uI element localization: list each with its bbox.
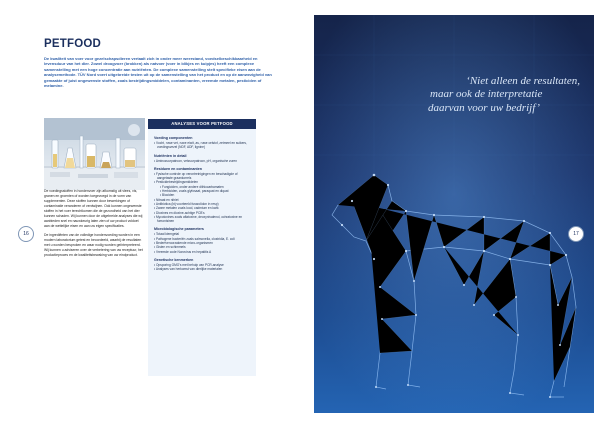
analyses-item-text: Nitraat en nitriet bbox=[156, 197, 179, 202]
analyses-item-text: Totaal kiemgetal bbox=[155, 232, 179, 237]
bullet-icon: • bbox=[154, 158, 156, 163]
bullet-icon: • bbox=[154, 206, 157, 211]
analyses-item bbox=[154, 141, 251, 150]
analyses-section-title: Voeding componenten bbox=[154, 136, 193, 140]
laboratory-photo bbox=[44, 118, 145, 190]
analyses-section-title: Genetische kenmerken bbox=[154, 257, 194, 262]
analyses-item-text: Biociden bbox=[162, 193, 175, 198]
quote-line-1: ‘Niet alleen de resultaten, bbox=[466, 75, 580, 87]
analyses-item-text: Fungiciden, onder andere dithiocarbamaten bbox=[162, 184, 224, 189]
bullet-icon: • bbox=[154, 236, 157, 241]
bullet-icon: • bbox=[154, 201, 156, 206]
body-paragraph: De voedingsstoffen in hondenvoer zijn afkomstig uit vlees, vis, granen en groenten of worden toegevoegd in de vorm van supplementen. Deze stoffen kunnen door bewerkingen of contaminatie veranderen of verdwijnen. Ook kunnen ongewenste stoffen in het voer terechtkomen die de gezondheid van het dier kunnen schaden. Wij kunnen door de uitgebreide analyses die wij aanbieden snel en nauwkeurig laten zien of uw product voldoet aan de wettelijke eisen en aan uw eigen specificaties. bbox=[44, 189, 143, 228]
page-number-left: 16 bbox=[18, 226, 34, 242]
analyses-item-text: Mycotoxines zoals aflatoxine, deoxynivalenol, ochratoxine en fumonisinen bbox=[156, 214, 243, 224]
bullet-icon: • bbox=[154, 197, 157, 202]
bullet-icon: • bbox=[154, 262, 157, 267]
pull-quote bbox=[358, 75, 580, 115]
analyses-item-text: Analyses van herkomst van dierlijke materialen bbox=[155, 267, 223, 272]
analyses-item-text: Herbiciden, zoals glyfosaat, paraquat en diquat bbox=[162, 189, 229, 194]
analyses-section-title: Residuen en contaminanten bbox=[154, 166, 202, 171]
analyses-item-text: Vocht, ruwe vet, ruwe eiwit, as, ruwe celstof, zetmeel en suikers, voedingsvezel (NDF, ADF, lignine) bbox=[156, 141, 247, 150]
body-paragraph: De ingrediënten van de volledige hondenvoeding worden in een modern laboratorium getest en beoordeeld, waarbij de resultaten met u worden besproken en waar nodig worden geïnterpreteerd. Wij kunnen u adviseren over de verbetering van uw receptuur, het productieproces en de kwaliteitsbewaking van uw eindproduct. bbox=[44, 233, 143, 257]
bullet-icon: • bbox=[154, 171, 157, 176]
bullet-icon: • bbox=[160, 189, 163, 194]
body-text bbox=[44, 189, 145, 262]
bullet-icon: • bbox=[154, 245, 157, 250]
bullet-icon: • bbox=[154, 249, 157, 254]
analyses-section-title: Microbiologische parameters bbox=[154, 227, 204, 232]
analyses-item-text: Pesticidebestrijdingsmiddelen bbox=[156, 180, 199, 185]
analyses-section-title: Nutriënten in detail bbox=[154, 153, 187, 158]
bullet-icon: • bbox=[154, 267, 156, 272]
bullet-icon: • bbox=[154, 180, 157, 185]
analyses-item-text: Bederfveroorzakende micro-organismen bbox=[156, 241, 213, 246]
laboratory-photo-graphic bbox=[44, 118, 145, 190]
analyses-item-text: Opsporing GMO's met behulp van PCR-analyse bbox=[156, 262, 224, 267]
blue-panel bbox=[314, 15, 594, 413]
bullet-icon: • bbox=[160, 193, 163, 198]
page-number-right: 17 bbox=[568, 226, 584, 242]
analyses-item bbox=[154, 215, 251, 224]
right-page bbox=[300, 0, 600, 424]
page-title: PETFOOD bbox=[44, 38, 101, 50]
analyses-item-text: Fysische controle op verontreinigingen en beschadigde of aangetaste graankorrels bbox=[156, 171, 238, 181]
quote-line-2: maar ook de interpretatie bbox=[430, 88, 543, 101]
bullet-icon: • bbox=[154, 141, 157, 145]
intro-paragraph: De kwaliteit van voer voor gezelschapsdieren vertaalt zich in onder meer weerstand, voedselbeschikbaarheid en levensduur van het dier. Zowel droogvoer (brokken) als natvoer (voer in blikjes en kuipjes) heeft een complexe samenstelling met een hoge concentratie aan nutriënten. De complexe samenstelling stelt specifieke eisen aan de analysemethode. TÜV Nord voert uitgebreide testen uit op de samenstelling van het product en op de aanwezigheid van gemaakte of juist ongewenste stoffen, zoals bestrijdingsmiddelen, contaminanten, vreemde metalen, pesticiden of melamine. bbox=[44, 56, 272, 89]
analyses-item-text: Aminozuurpatroon, vetzuurpatroon, pH, organische zuren bbox=[155, 158, 237, 163]
bullet-icon: • bbox=[154, 241, 157, 246]
bullet-icon: • bbox=[154, 214, 157, 219]
analyses-item-text: Antibiotica (bij voorbeeld furazolidon in resp) bbox=[155, 201, 219, 206]
analyses-item bbox=[154, 159, 251, 163]
analyses-item bbox=[154, 250, 251, 254]
analyses-item-text: Vreemde code Norovirus en hepatitis A bbox=[156, 249, 212, 254]
analyses-item-text: Zware metalen zoals lood, cadmium en kwik bbox=[156, 206, 219, 211]
analyses-box-header: ANALYSES VOOR PETFOOD bbox=[148, 119, 256, 129]
bullet-icon: • bbox=[154, 210, 157, 215]
bullet-icon: • bbox=[154, 232, 156, 237]
analyses-box bbox=[148, 119, 256, 376]
analyses-item-text: Gisten en schimmels bbox=[156, 245, 186, 250]
quote-line-3: daarvan voor uw bedrijf’ bbox=[428, 101, 540, 114]
analyses-item-text: Pathogene bacteriën zoals salmonella, clostridia, E. coli bbox=[156, 236, 235, 241]
bullet-icon: • bbox=[160, 184, 163, 189]
analyses-item bbox=[154, 267, 251, 271]
analyses-box-body bbox=[148, 129, 256, 272]
analyses-item bbox=[154, 172, 251, 181]
analyses-item-text: Dioxines en dioxine-achtige PCB's bbox=[156, 210, 205, 215]
